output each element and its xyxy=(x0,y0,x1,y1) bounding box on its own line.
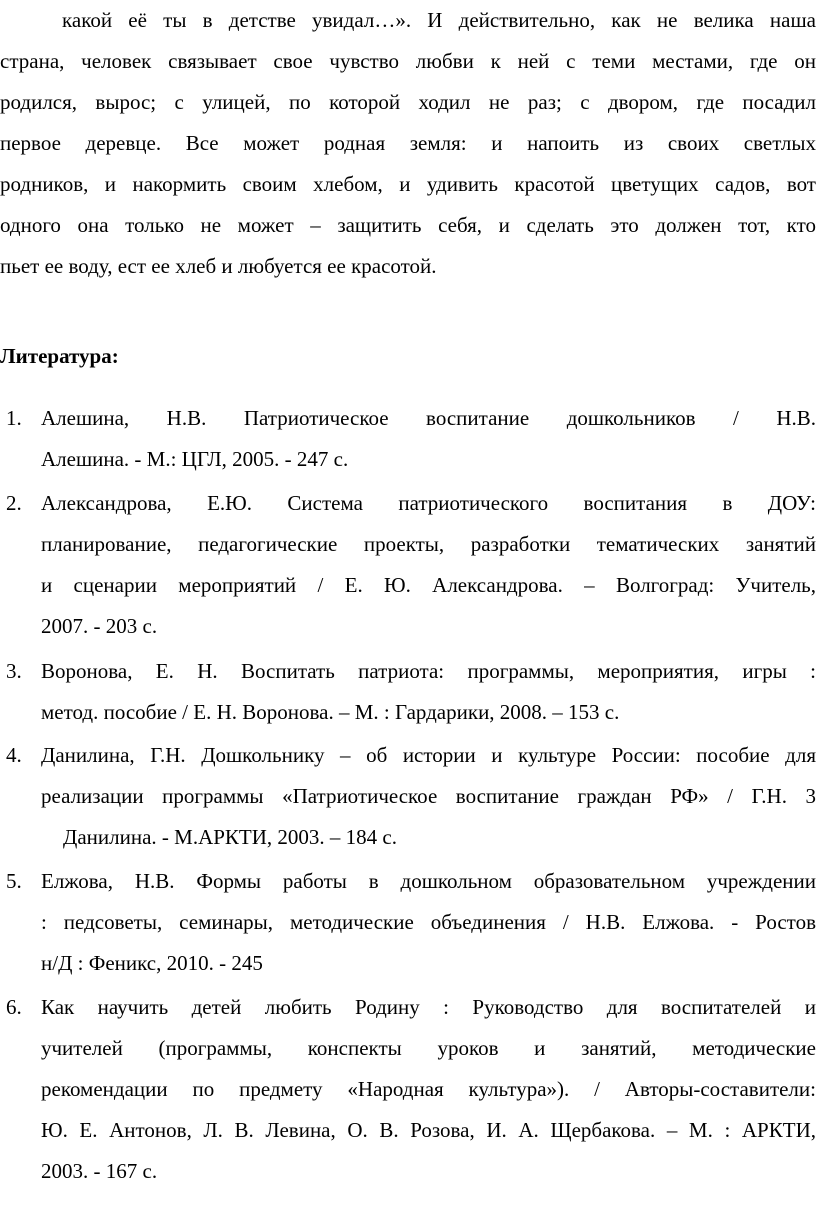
reference-line: 2003. - 167 с. xyxy=(41,1159,158,1183)
reference-line: 2007. - 203 с. xyxy=(41,614,158,638)
reference-line: н/Д : Феникс, 2010. - 245 xyxy=(41,951,263,975)
reference-line: учителей (программы, конспекты уроков и занятий, методические xyxy=(41,1036,816,1060)
reference-number: 3. xyxy=(6,659,22,683)
reference-line: рекомендации по предмету «Народная культура»). / Авторы-составители: xyxy=(41,1077,816,1101)
paragraph-line: одного она только не может – защитить себя, и сделать это должен тот, кто xyxy=(0,213,816,237)
paragraph-line: первое деревце. Все может родная земля: и напоить из своих светлых xyxy=(0,131,816,155)
reference-line: реализации программы «Патриотическое воспитание граждан РФ» / Г.Н. 3 xyxy=(41,784,816,808)
reference-line: Данилина. - М.АРКТИ, 2003. – 184 с. xyxy=(63,825,397,849)
paragraph-line: какой её ты в детстве увидал…». И действительно, как не велика наша xyxy=(62,8,816,32)
reference-line: Елжова, Н.В. Формы работы в дошкольном образовательном учреждении xyxy=(41,869,816,893)
reference-line: Александрова, Е.Ю. Система патриотического воспитания в ДОУ: xyxy=(41,491,816,515)
paragraph-line: родился, вырос; с улицей, по которой ходил не раз; с двором, где посадил xyxy=(0,90,816,114)
reference-line: Данилина, Г.Н. Дошкольнику – об истории и культуре России: пособие для xyxy=(41,743,816,767)
reference-line: и сценарии мероприятий / Е. Ю. Александрова. – Волгоград: Учитель, xyxy=(41,573,816,597)
reference-line: Алешина. - М.: ЦГЛ, 2005. - 247 с. xyxy=(41,447,349,471)
reference-line: Алешина, Н.В. Патриотическое воспитание дошкольников / Н.В. xyxy=(41,406,816,430)
reference-number: 2. xyxy=(6,491,22,515)
reference-text xyxy=(41,735,816,858)
reference-text xyxy=(41,651,816,733)
reference-line: планирование, педагогические проекты, разработки тематических занятий xyxy=(41,532,816,556)
reference-number: 6. xyxy=(6,995,22,1019)
reference-line: метод. пособие / Е. Н. Воронова. – М. : Гардарики, 2008. – 153 с. xyxy=(41,700,620,724)
reference-line: Как научить детей любить Родину : Руководство для воспитателей и xyxy=(41,995,816,1019)
reference-text xyxy=(41,987,816,1192)
paragraph-line: страна, человек связывает свое чувство любви к ней с теми местами, где он xyxy=(0,49,816,73)
reference-text xyxy=(41,398,816,480)
reference-text xyxy=(41,861,816,984)
intro-paragraph xyxy=(0,0,816,287)
reference-line: : педсоветы, семинары, методические объединения / Н.В. Елжова. - Ростов xyxy=(41,910,816,934)
reference-number: 1. xyxy=(6,406,22,430)
paragraph-line: пьет ее воду, ест ее хлеб и любуется ее красотой. xyxy=(0,254,437,278)
reference-text xyxy=(41,483,816,647)
reference-number: 4. xyxy=(6,743,22,767)
paragraph-line: родников, и накормить своим хлебом, и удивить красотой цветущих садов, вот xyxy=(0,172,816,196)
literature-heading: Литература: xyxy=(0,344,119,368)
reference-line: Воронова, Е. Н. Воспитать патриота: программы, мероприятия, игры : xyxy=(41,659,816,683)
reference-line: Ю. Е. Антонов, Л. В. Левина, О. В. Розова, И. А. Щербакова. – М. : АРКТИ, xyxy=(41,1118,816,1142)
reference-number: 5. xyxy=(6,869,22,893)
